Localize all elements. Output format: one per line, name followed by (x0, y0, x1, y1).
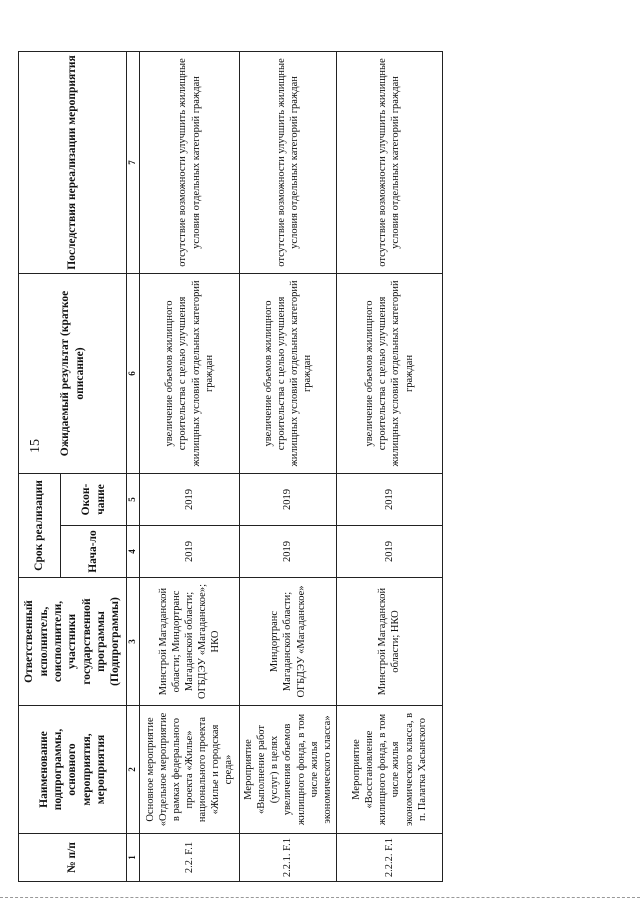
index-cell: 1 (127, 834, 140, 882)
bottom-divider (0, 897, 640, 898)
row-end: 2019 (336, 473, 442, 525)
row-name: Мероприятие «Восстановление жилищного фонда, в том числе жилья экономического класса, в п. Палатка Хасынского (336, 706, 442, 834)
row-num: 2.2. F.1 (140, 834, 240, 882)
index-cell: 3 (127, 578, 140, 706)
header-period: Срок реализации (19, 473, 61, 577)
row-result: увеличение объемов жилищного строительства с целью улучшения жилищных условий отдельных категорий граждан (240, 273, 337, 473)
index-cell: 5 (127, 473, 140, 525)
header-num: № п/п (19, 834, 127, 882)
table-row (336, 51, 442, 881)
table-row (140, 51, 240, 881)
row-start: 2019 (240, 526, 337, 578)
header-consequences: Последствия нереализации мероприятия (19, 51, 127, 273)
index-cell: 4 (127, 526, 140, 578)
index-cell: 6 (127, 273, 140, 473)
header-start: Нача-ло (61, 526, 127, 578)
page-number: 15 (28, 439, 43, 453)
index-cell: 2 (127, 706, 140, 834)
header-executor: Ответственный исполнитель, соисполнители, участники государственной программы (Подпрограммы) (19, 578, 127, 706)
program-table (18, 51, 443, 882)
header-name: Наименование подпрограммы, основного мероприятия, мероприятия (19, 706, 127, 834)
row-end: 2019 (140, 473, 240, 525)
row-executor: Миндортранс Магаданской области; ОГБДЭУ «Магаданское» (240, 578, 337, 706)
row-consequences: отсутствие возможности улучшить жилищные условия отдельных категорий граждан (140, 51, 240, 273)
row-consequences: отсутствие возможности улучшить жилищные условия отдельных категорий граждан (336, 51, 442, 273)
row-end: 2019 (240, 473, 337, 525)
row-result: увеличение объемов жилищного строительства с целью улучшения жилищных условий отдельных категорий граждан (140, 273, 240, 473)
row-start: 2019 (336, 526, 442, 578)
row-num: 2.2.1. F.1 (240, 834, 337, 882)
row-start: 2019 (140, 526, 240, 578)
table-row (240, 51, 337, 881)
row-executor: Минстрой Магаданской области; НКО (336, 578, 442, 706)
header-end: Окон-чание (61, 473, 127, 525)
index-row (127, 51, 140, 881)
index-cell: 7 (127, 51, 140, 273)
program-table-wrapper (18, 52, 440, 882)
row-executor: Минстрой Магаданской области; Миндортранс Магаданской области; ОГБДЭУ «Магаданское»; НКО (140, 578, 240, 706)
row-num: 2.2.2. F.1 (336, 834, 442, 882)
row-name: Основное мероприятие «Отдельное мероприятие в рамках федерального проекта «Жилье» национального проекта «Жилье и городская среда» (140, 706, 240, 834)
row-result: увеличение объемов жилищного строительства с целью улучшения жилищных условий отдельных категорий граждан (336, 273, 442, 473)
row-name: Мероприятие «Выполнение работ (услуг) в целях увеличения объемов жилищного фонда, в том числе жилья экономического класса» (240, 706, 337, 834)
header-result: Ожидаемый результат (краткое описание) (19, 273, 127, 473)
row-consequences: отсутствие возможности улучшить жилищные условия отдельных категорий граждан (240, 51, 337, 273)
